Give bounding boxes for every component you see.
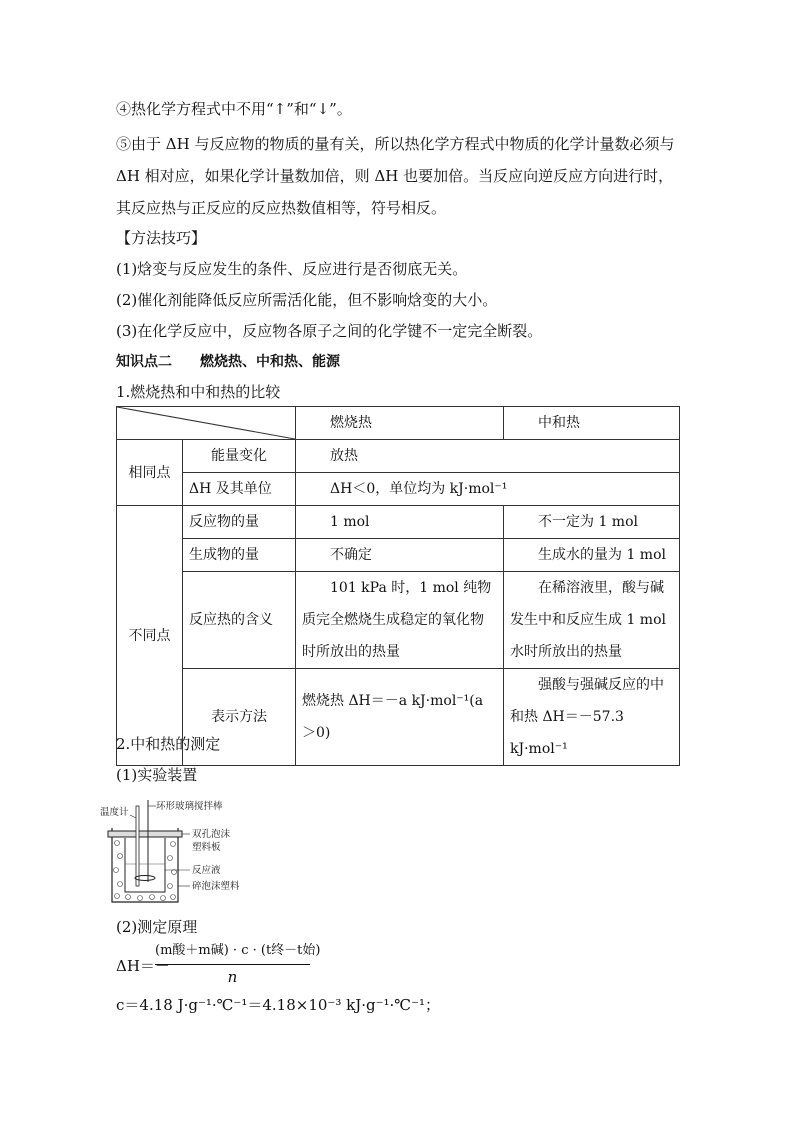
subsection-heading-2: 2.中和热的测定: [116, 735, 221, 753]
row-label: 生成物的量: [183, 539, 296, 572]
cell-value: 强酸与强碱反应的中和热 ΔH＝－57.3 kJ·mol⁻¹: [504, 669, 680, 766]
table-row: [117, 473, 680, 506]
tip-3: (3)在化学反应中，反应物各原子之间的化学键不一定完全断裂。: [116, 322, 543, 340]
group-same: 相同点: [117, 440, 183, 506]
comparison-table: [116, 406, 680, 766]
cell-value: 不一定为 1 mol: [504, 506, 680, 539]
method-tips-heading: 【方法技巧】: [116, 229, 207, 247]
section-heading: 知识点二 燃烧热、中和热、能源: [116, 354, 340, 370]
tip-1: (1)焓变与反应发生的条件、反应进行是否彻底无关。: [116, 260, 468, 278]
table-row: [117, 539, 680, 572]
cell-value: 不确定: [296, 539, 504, 572]
formula-denominator: n: [227, 968, 238, 986]
apparatus-figure: [98, 798, 258, 908]
label-reaction-liquid: 反应液: [192, 865, 221, 876]
label-thermometer: 温度计: [100, 807, 129, 818]
label-foam-board-2: 塑料板: [192, 842, 221, 853]
table-row: [117, 572, 680, 669]
header-neutralization-heat: 中和热: [504, 407, 680, 440]
cell-value: 101 kPa 时，1 mol 纯物质完全燃烧生成稳定的氧化物时所放出的热量: [296, 572, 504, 669]
table-row: [117, 440, 680, 473]
fraction-bar: [155, 964, 310, 965]
cell-value: 生成水的量为 1 mol: [504, 539, 680, 572]
row-label: 能量变化: [183, 440, 296, 473]
apparatus-heading: (1)实验装置: [116, 766, 198, 784]
cell-value: 燃烧热 ΔH＝－a kJ·mol⁻¹(a＞0): [296, 669, 504, 766]
label-stirrer: 环形玻璃搅拌棒: [156, 801, 223, 812]
tip-2: (2)催化剂能降低反应所需活化能，但不影响焓变的大小。: [116, 291, 498, 309]
specific-heat-line: c＝4.18 J·g⁻¹·℃⁻¹＝4.18×10⁻³ kJ·g⁻¹·℃⁻¹；: [116, 996, 440, 1014]
formula-numerator: (m酸＋m碱) · c · (t终－t始): [155, 943, 321, 958]
row-label: 表示方法: [183, 669, 296, 766]
table-row: [117, 506, 680, 539]
cell-value: 放热: [296, 440, 680, 473]
principle-heading: (2)测定原理: [116, 918, 198, 936]
diagonal-line: [117, 407, 295, 439]
cell-value: 1 mol: [296, 506, 504, 539]
cell-value: ΔH＜0，单位均为 kJ·mol⁻¹: [296, 473, 680, 506]
diagonal-header-cell: [117, 407, 296, 440]
header-combustion-heat: 燃烧热: [296, 407, 504, 440]
subsection-heading-1: 1.燃烧热和中和热的比较: [116, 383, 281, 401]
row-label: 反应物的量: [183, 506, 296, 539]
text-paragraph-5: ⑤由于 ΔH 与反应物的物质的量有关，所以热化学方程式中物质的化学计量数必须与 ΔH 相对应，如果化学计量数加倍，则 ΔH 也要加倍。当反应向逆反应方向进行时，其反应热与正反应的反应热数值相等，符号相反。: [116, 135, 675, 217]
group-diff: 不同点: [117, 506, 183, 766]
label-foam-board-1: 双孔泡沫: [192, 829, 231, 840]
label-foam-pieces: 碎泡沫塑料: [192, 881, 240, 892]
text-line-4: ④热化学方程式中不用“↑”和“↓”。: [116, 100, 352, 118]
formula-lhs: ΔH＝－: [116, 957, 170, 975]
row-label: ΔH 及其单位: [183, 473, 296, 506]
table-header-row: [117, 407, 680, 440]
cell-value: 在稀溶液里，酸与碱发生中和反应生成 1 mol 水时所放出的热量: [504, 572, 680, 669]
row-label: 反应热的含义: [183, 572, 296, 669]
